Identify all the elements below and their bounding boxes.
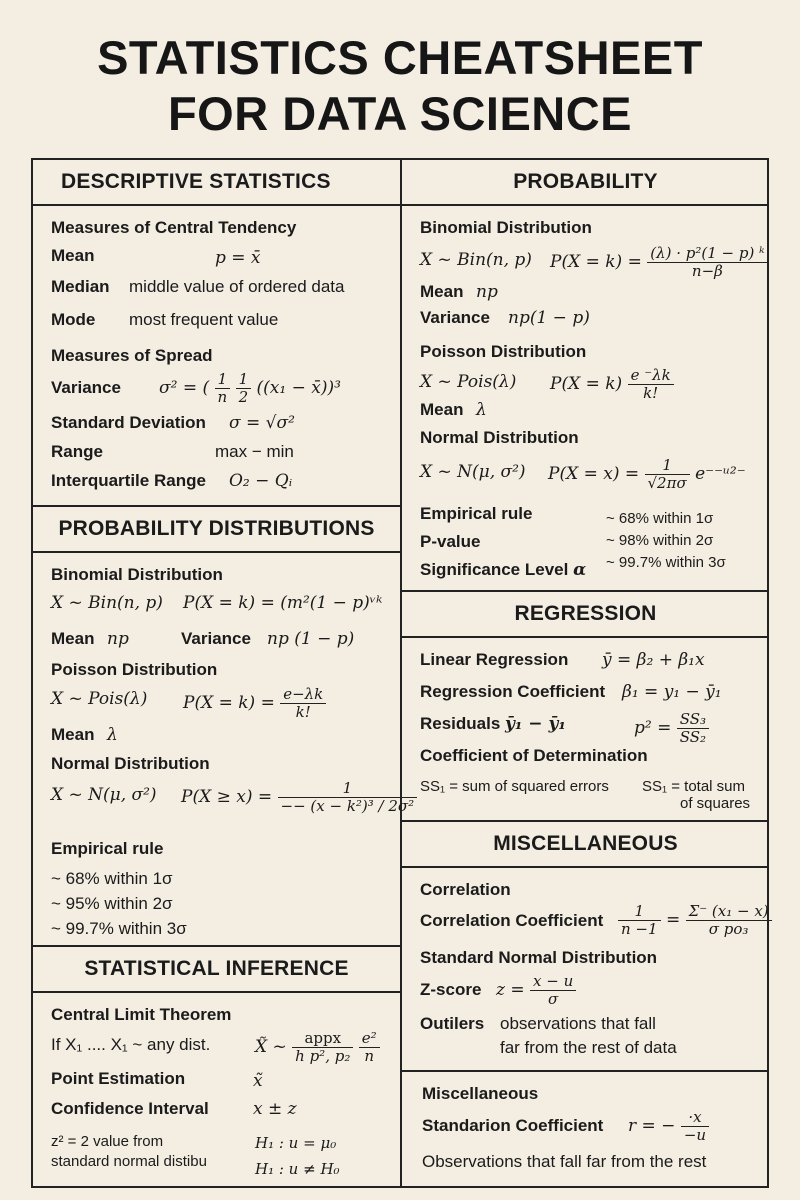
correlation-title: Correlation xyxy=(420,880,511,899)
frac-num: Σ⁻ (x₁ − x) xyxy=(686,903,772,921)
correlation-coefficient-label: Correlation Coefficient xyxy=(420,911,604,930)
zscore-formula xyxy=(496,970,576,1010)
z-text-1: z² = 2 value from xyxy=(51,1133,164,1150)
point-estimation-label: Point Estimation xyxy=(51,1069,186,1088)
ss-errors: SS₁ = sum of squared errors xyxy=(420,778,609,795)
misc-title: Miscellaneous xyxy=(422,1084,539,1103)
normal-x: X ~ N(μ, σ²) xyxy=(420,462,526,482)
zscore-lhs: z = xyxy=(496,980,525,1000)
hypothesis-2: H₁ : u ≠ H₀ xyxy=(255,1160,340,1178)
frac-den: n−β xyxy=(691,262,723,280)
poisson-x: X ~ Pois(λ) xyxy=(420,372,517,392)
normal-pdf xyxy=(548,452,746,496)
frac-num: (λ) · p²(1 − p) ᵏ xyxy=(647,245,767,263)
binomial-title: Binomial Distribution xyxy=(51,565,223,584)
ss-total-1: SS₁ = total sum xyxy=(642,778,746,795)
section-statistical-inference xyxy=(33,947,400,1190)
poisson-lhs: P(X = k) xyxy=(550,374,623,394)
poisson-pmf xyxy=(550,364,674,404)
iqr-label: Interquartile Range xyxy=(51,471,206,490)
variance-label: Variance xyxy=(420,308,490,327)
mode-label: Mode xyxy=(51,310,96,329)
median-text: middle value of ordered data xyxy=(129,277,345,296)
poisson-lhs: P(X = k) = xyxy=(183,693,275,713)
significance-text: Significance Level xyxy=(420,560,569,579)
zscore-fraction xyxy=(530,973,576,1008)
variance-lhs: σ² = ( xyxy=(159,378,210,398)
frac-num: x − u xyxy=(530,973,576,991)
linear-regression-formula: ȳ = β₂ + β₁x xyxy=(602,650,705,670)
clt-title: Central Limit Theorem xyxy=(51,1005,232,1024)
poisson-title: Poisson Distribution xyxy=(51,660,218,679)
left-column xyxy=(33,160,415,1186)
frac-den: h p², p₂ xyxy=(295,1047,351,1065)
section-miscellaneous-2 xyxy=(402,1072,769,1190)
poisson-pmf xyxy=(183,683,326,723)
z-text-2: standard normal distibu xyxy=(51,1153,207,1170)
empirical-1: ~ 68% within 1σ xyxy=(51,869,173,888)
central-tendency-title: Measures of Central Tendency xyxy=(51,218,297,237)
range-formula: max − min xyxy=(215,442,294,461)
empirical-title: Empirical rule xyxy=(51,839,164,858)
frac-den: √2πσ xyxy=(647,474,687,492)
r2-lhs: p² = xyxy=(634,718,672,738)
hypothesis-1: H₁ : u = μ₀ xyxy=(255,1134,337,1152)
mode-text: most frequent value xyxy=(129,310,279,329)
normal-pdf xyxy=(181,775,417,819)
poisson-mean-label: Mean xyxy=(420,400,464,419)
cheatsheet-grid xyxy=(31,158,769,1188)
mean-label: Mean xyxy=(51,629,95,648)
observations-text: Observations that fall far from the rest xyxy=(422,1152,707,1171)
sd-formula: σ = √σ² xyxy=(229,413,295,433)
frac-num: e ⁻λk xyxy=(628,367,674,385)
section-probability xyxy=(402,160,769,592)
frac-den: k! xyxy=(295,703,311,721)
residuals-label xyxy=(420,714,566,734)
cc-fraction-2 xyxy=(686,903,772,938)
right-column xyxy=(402,160,769,1186)
variance-formula xyxy=(159,368,341,408)
mean-value: np xyxy=(476,282,498,302)
clt-lhs: X̃ ~ xyxy=(255,1037,293,1057)
frac-num: SS₃ xyxy=(677,711,709,729)
iqr-formula: O₂ − Qᵢ xyxy=(229,471,293,491)
significance-label xyxy=(420,560,586,580)
binomial-pmf xyxy=(550,242,768,282)
frac-den: σ po₃ xyxy=(708,920,749,938)
mean-label: Mean xyxy=(51,246,95,265)
frac-num: e−λk xyxy=(280,686,326,704)
cc-equals: = xyxy=(665,910,681,930)
r-squared-formula xyxy=(634,708,709,748)
binomial-x: X ~ Bin(n, p) xyxy=(420,250,532,270)
frac-num: 1 xyxy=(236,371,252,389)
variance-label: Variance xyxy=(51,378,121,397)
confidence-interval-label: Confidence Interval xyxy=(51,1099,209,1118)
frac-den: n −1 xyxy=(621,920,658,938)
variance-rest: ((x₁ − x̄))³ xyxy=(256,378,341,398)
section-miscellaneous xyxy=(402,822,769,1072)
title-line-2: FOR DATA SCIENCE xyxy=(167,87,633,140)
variance-value: np (1 − p) xyxy=(267,629,355,649)
mean-value: np xyxy=(107,629,129,649)
frac-den: −− (x − k²)³ / 2σ² xyxy=(280,797,415,815)
poisson-fraction xyxy=(280,686,326,721)
clt-approx xyxy=(292,1030,353,1065)
frac-num: 1 xyxy=(618,903,661,921)
frac-num: appx xyxy=(292,1030,353,1048)
binomial-fraction xyxy=(647,245,767,280)
confidence-interval-value: x ± z xyxy=(253,1099,297,1119)
poisson-mean-value: λ xyxy=(476,400,487,420)
zscore-label: Z-score xyxy=(420,980,482,999)
binomial-x: X ~ Bin(n, p) xyxy=(51,593,163,613)
frac-den: SS₂ xyxy=(679,728,707,746)
section-probability-distributions xyxy=(33,507,415,947)
frac-den: 2 xyxy=(238,388,249,406)
median-label: Median xyxy=(51,277,110,296)
empirical-2: ~ 95% within 2σ xyxy=(51,894,173,913)
variance-value: np(1 − p) xyxy=(508,308,590,328)
poisson-fraction xyxy=(628,367,674,402)
outliers-text-2: far from the rest of data xyxy=(500,1038,677,1057)
frac-den: k! xyxy=(643,384,659,402)
empirical-3: ~ 99.7% within 3σ xyxy=(606,554,726,571)
normal-fraction xyxy=(645,457,690,492)
poisson-mean-label: Mean xyxy=(51,725,95,744)
frac-den: σ xyxy=(548,990,559,1008)
poisson-x: X ~ Pois(λ) xyxy=(51,689,148,709)
normal-title: Normal Distribution xyxy=(51,754,210,773)
sd-label: Standard Deviation xyxy=(51,413,206,432)
title-line-1: STATISTICS CHEATSHEET xyxy=(97,31,703,84)
empirical-2: ~ 98% within 2σ xyxy=(606,532,714,549)
empirical-1: ~ 68% within 1σ xyxy=(606,510,714,527)
normal-title: Normal Distribution xyxy=(420,428,579,447)
residuals-text: Residuals xyxy=(420,714,501,733)
regression-coefficient-label: Regression Coefficient xyxy=(420,682,606,701)
ss-total-2: of squares xyxy=(680,795,751,812)
normal-fraction xyxy=(278,780,418,815)
standard-coefficient-formula xyxy=(628,1106,709,1146)
mean-formula: p = x̄ xyxy=(215,248,261,268)
standard-normal-title: Standard Normal Distribution xyxy=(420,948,658,967)
empirical-label: Empirical rule xyxy=(420,504,533,523)
pvalue-label: P-value xyxy=(420,532,481,551)
frac-den: n xyxy=(217,388,228,406)
binomial-pmf: P(X = k) = (m²(1 − p)ᵛᵏ xyxy=(183,593,383,613)
linear-regression-label: Linear Regression xyxy=(420,650,569,669)
section-heading: MISCELLANEOUS xyxy=(402,822,769,868)
frac-num: 1 xyxy=(215,371,231,389)
section-descriptive-statistics xyxy=(33,160,400,507)
poisson-mean-value: λ xyxy=(107,725,118,745)
section-heading: REGRESSION xyxy=(402,592,769,638)
binomial-title: Binomial Distribution xyxy=(420,218,592,237)
frac-den: n xyxy=(364,1047,375,1065)
normal-exp: e⁻⁻ᵘ²⁻ xyxy=(695,464,746,484)
frac-num: e² xyxy=(359,1030,380,1048)
section-heading: PROBABILITY xyxy=(402,160,769,206)
normal-lhs: P(X = x) = xyxy=(548,464,640,484)
alpha-symbol: α xyxy=(573,560,587,580)
spread-title: Measures of Spread xyxy=(51,346,213,365)
sc-lhs: r = − xyxy=(628,1116,676,1136)
regression-coefficient-formula: β₁ = y₁ − ȳ₁ xyxy=(622,682,722,702)
clt-formula xyxy=(255,1029,380,1065)
variance-fraction-2 xyxy=(236,371,252,406)
residuals-formula: ȳ₁ − ȳ₁ xyxy=(505,714,566,734)
standard-coefficient-label: Standarion Coefficient xyxy=(422,1116,604,1135)
frac-num: 1 xyxy=(645,457,690,475)
section-heading: DESCRIPTIVE STATISTICS xyxy=(33,160,400,206)
cc-fraction-1 xyxy=(618,903,661,938)
variance-fraction-1 xyxy=(215,371,231,406)
normal-lhs: P(X ≥ x) = xyxy=(181,787,273,807)
mean-label: Mean xyxy=(420,282,464,301)
range-label: Range xyxy=(51,442,103,461)
empirical-3: ~ 99.7% within 3σ xyxy=(51,919,187,938)
section-heading: PROBABILITY DISTRIBUTIONS xyxy=(33,507,400,553)
outliers-label: Outilers xyxy=(420,1014,485,1033)
frac-den: −u xyxy=(683,1126,707,1144)
section-heading: STATISTICAL INFERENCE xyxy=(33,947,400,993)
point-estimation-value: x̃ xyxy=(253,1071,263,1091)
sc-fraction xyxy=(681,1109,709,1144)
correlation-coefficient-formula xyxy=(618,900,772,940)
poisson-title: Poisson Distribution xyxy=(420,342,587,361)
clt-fraction xyxy=(359,1030,380,1065)
binomial-lhs: P(X = k) = xyxy=(550,252,642,272)
outliers-text-1: observations that fall xyxy=(500,1014,656,1033)
normal-x: X ~ N(μ, σ²) xyxy=(51,785,157,805)
coefficient-determination-label: Coefficient of Determination xyxy=(420,746,648,765)
variance-label: Variance xyxy=(181,629,251,648)
clt-text: If X₁ .... X₁ ~ any dist. xyxy=(51,1035,211,1054)
frac-num: ·x xyxy=(681,1109,709,1127)
page-title xyxy=(0,30,800,142)
frac-num: 1 xyxy=(278,780,418,798)
r2-fraction xyxy=(677,711,709,746)
section-regression xyxy=(402,592,769,822)
